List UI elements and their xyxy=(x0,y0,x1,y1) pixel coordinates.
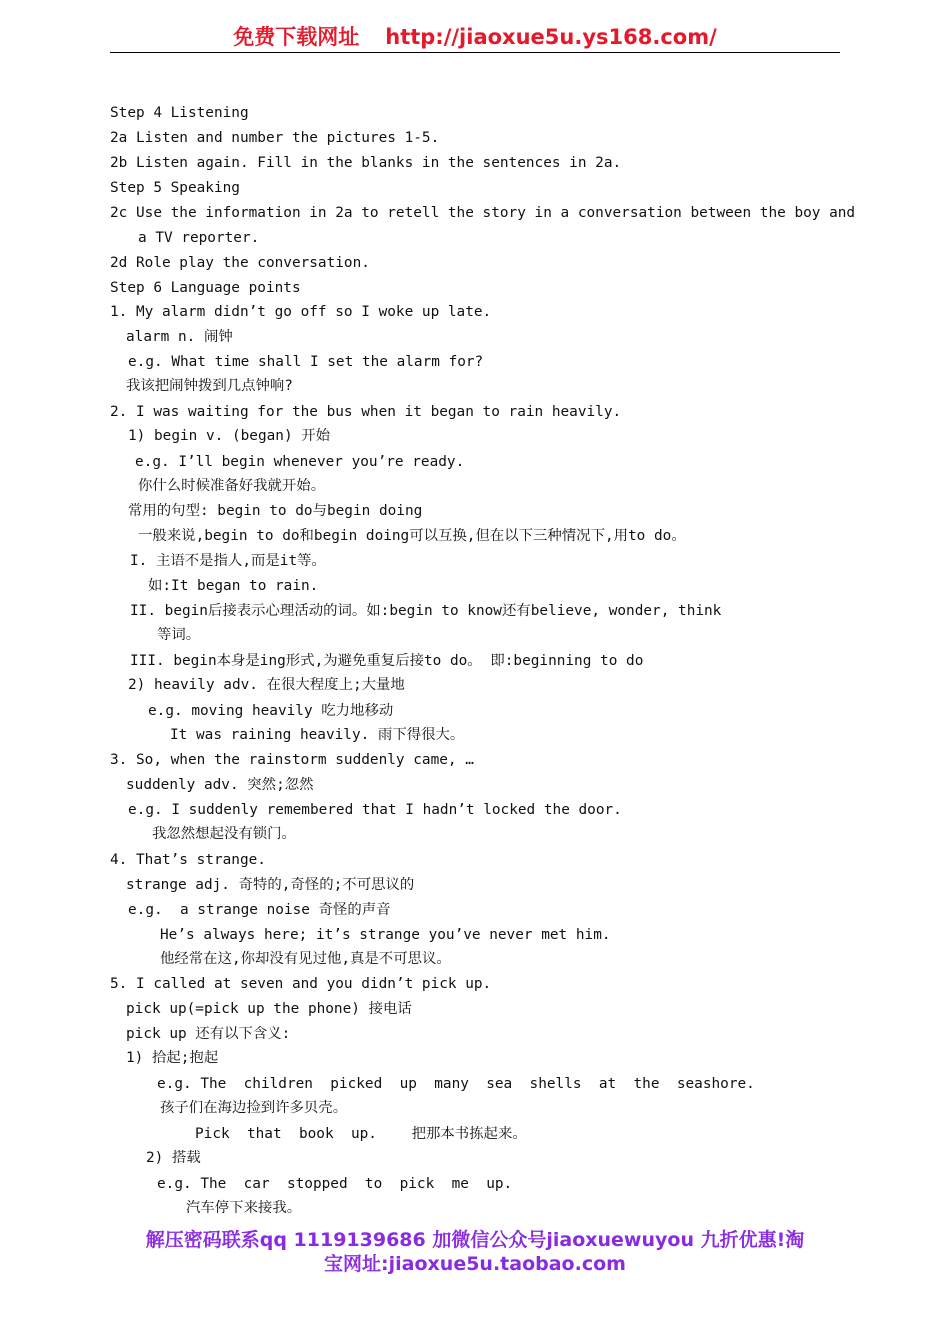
text-line: III. begin本身是ing形式,为避免重复后接to do。 即:beginning to do xyxy=(130,653,644,669)
text-line: Pick that book up. 把那本书拣起来。 xyxy=(195,1126,527,1142)
text-line: 1) 拾起;抱起 xyxy=(126,1050,219,1066)
text-line: e.g. a strange noise 奇怪的声音 xyxy=(128,902,391,918)
text-line: Step 4 Listening xyxy=(110,105,249,121)
text-line: Step 6 Language points xyxy=(110,280,301,296)
text-line: 孩子们在海边捡到许多贝壳。 xyxy=(160,1100,348,1116)
text-line: e.g. The car stopped to pick me up. xyxy=(157,1176,513,1192)
text-line: 2d Role play the conversation. xyxy=(110,255,370,271)
footer-line-contact: 解压密码联系qq 1119139686 加微信公众号jiaoxuewuyou 九折优惠!淘 xyxy=(145,1229,805,1251)
text-line: pick up(=pick up the phone) 接电话 xyxy=(126,1001,412,1017)
text-line: 汽车停下来接我。 xyxy=(186,1200,302,1216)
text-line: e.g. What time shall I set the alarm for? xyxy=(128,354,484,370)
page-footer xyxy=(60,1228,890,1276)
text-line: e.g. I’ll begin whenever you’re ready. xyxy=(135,454,465,470)
text-line: 2) heavily adv. 在很大程度上;大量地 xyxy=(128,677,405,693)
text-line: a TV reporter. xyxy=(138,230,260,246)
header-label: 免费下载网址 xyxy=(233,25,360,49)
text-line: He’s always here; it’s strange you’ve never met him. xyxy=(160,927,611,943)
text-line: 他经常在这,你却没有见过他,真是不可思议。 xyxy=(160,951,451,967)
text-line: 2c Use the information in 2a to retell the story in a conversation between the boy and xyxy=(110,205,856,221)
text-line: 一般来说,begin to do和begin doing可以互换,但在以下三种情况下,用to do。 xyxy=(138,528,686,544)
text-line: 2. I was waiting for the bus when it began to rain heavily. xyxy=(110,404,622,420)
text-line: 常用的句型: begin to do与begin doing xyxy=(128,503,423,519)
text-line: 等词。 xyxy=(157,627,201,643)
text-line: 3. So, when the rainstorm suddenly came, … xyxy=(110,752,474,768)
text-line: e.g. The children picked up many sea shells at the seashore. xyxy=(157,1076,755,1092)
text-line: alarm n. 闹钟 xyxy=(126,329,233,345)
text-line: suddenly adv. 突然;忽然 xyxy=(126,777,314,793)
text-line: 2a Listen and number the pictures 1-5. xyxy=(110,130,440,146)
text-line: strange adj. 奇特的,奇怪的;不可思议的 xyxy=(126,877,415,893)
text-line: pick up 还有以下含义: xyxy=(126,1026,291,1042)
text-line: 如:It began to rain. xyxy=(148,578,319,594)
header-url-link[interactable]: http://jiaoxue5u.ys168.com/ xyxy=(385,25,717,49)
text-line: 5. I called at seven and you didn’t pick up. xyxy=(110,976,492,992)
text-line: 2b Listen again. Fill in the blanks in the sentences in 2a. xyxy=(110,155,622,171)
text-line: 1. My alarm didn’t go off so I woke up late. xyxy=(110,304,492,320)
text-line: e.g. I suddenly remembered that I hadn’t locked the door. xyxy=(128,802,622,818)
text-line: II. begin后接表示心理活动的词。如:begin to know还有believe, wonder, think xyxy=(130,603,722,619)
page-header xyxy=(110,22,840,53)
text-line: e.g. moving heavily 吃力地移动 xyxy=(148,703,394,719)
text-line: It was raining heavily. 雨下得很大。 xyxy=(170,727,465,743)
text-line: 你什么时候准备好我就开始。 xyxy=(138,478,326,494)
text-line: 1) begin v. (began) 开始 xyxy=(128,428,331,444)
text-line: I. 主语不是指人,而是it等。 xyxy=(130,553,326,569)
text-line: 我该把闹钟拨到几点钟响? xyxy=(126,378,293,394)
text-line: 2) 搭载 xyxy=(146,1150,201,1166)
text-line: 4. That’s strange. xyxy=(110,852,266,868)
footer-line-shop: 宝网址:jiaoxue5u.taobao.com xyxy=(324,1253,626,1275)
text-line: Step 5 Speaking xyxy=(110,180,240,196)
text-line: 我忽然想起没有锁门。 xyxy=(152,826,296,842)
